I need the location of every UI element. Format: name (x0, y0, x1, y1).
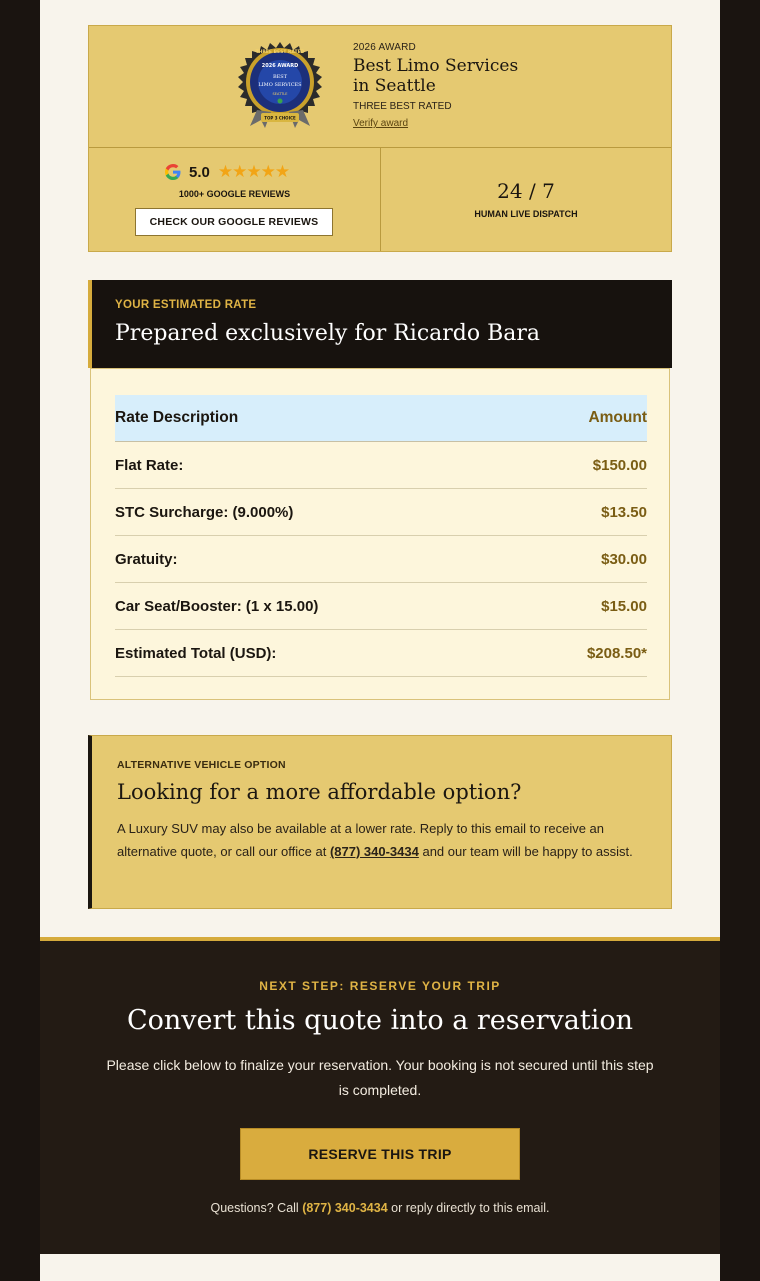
cta-kicker: NEXT STEP: RESERVE YOUR TRIP (259, 979, 501, 993)
cta-foot-before: Questions? Call (210, 1201, 303, 1215)
rate-amount: $30.00 (526, 536, 647, 583)
dispatch-label: HUMAN LIVE DISPATCH (474, 209, 578, 219)
rate-label: Flat Rate: (115, 442, 526, 489)
rate-amount: $15.00 (526, 583, 647, 630)
alternative-text-after: and our team will be happy to assist. (418, 844, 633, 859)
column-header-amount: Amount (526, 395, 647, 442)
award-subtitle: THREE BEST RATED (353, 101, 452, 112)
footer-phone-link[interactable]: (877) 340-3434 (302, 1201, 388, 1215)
cta-foot-after: or reply directly to this email. (387, 1201, 550, 1215)
cta-footer (40, 1201, 720, 1215)
badge-line2: LIMO SERVICES (258, 82, 302, 88)
google-reviews-panel (89, 148, 381, 251)
alternative-text (117, 817, 657, 863)
table-row (115, 442, 647, 489)
rate-amount: $13.50 (526, 489, 647, 536)
google-reviews-label: 1000+ GOOGLE REVIEWS (178, 189, 291, 199)
badge-ribbon: TOP 3 CHOICE (264, 115, 296, 121)
rate-header (88, 280, 672, 368)
dispatch-value: 24 / 7 (497, 179, 555, 203)
table-row (115, 583, 647, 630)
rate-title: Prepared exclusively for Ricardo Bara (115, 321, 541, 346)
award-badge-icon (235, 40, 325, 130)
badge-top-text: THREE BEST RATED (255, 50, 305, 55)
rate-table-header (115, 395, 647, 442)
rate-label: Estimated Total (USD): (115, 630, 526, 677)
google-g-icon (165, 164, 181, 180)
award-top (89, 26, 671, 148)
rate-label: Car Seat/Booster: (1 x 15.00) (115, 583, 526, 630)
dispatch-panel (381, 148, 671, 251)
alternative-option-panel (88, 735, 672, 909)
alternative-title: Looking for a more affordable option? (117, 780, 522, 804)
award-title: Best Limo Services in Seattle (353, 56, 519, 96)
badge-line1: BEST (272, 74, 288, 80)
award-text-block (353, 42, 533, 129)
table-row (115, 536, 647, 583)
table-row (115, 630, 647, 677)
alternative-text-before: A Luxury SUV may also be available at a lower rate. Reply to this email to receive an alternative quote, or call our office at (117, 821, 605, 859)
badge-year-text: 2026 AWARD (261, 63, 299, 69)
rate-label: Gratuity: (115, 536, 526, 583)
award-kicker: 2026 AWARD (353, 42, 416, 53)
rate-label: STC Surcharge: (9.000%) (115, 489, 526, 536)
alternative-kicker: ALTERNATIVE VEHICLE OPTION (117, 759, 286, 771)
rate-amount: $150.00 (526, 442, 647, 489)
google-score: 5.0 (189, 163, 210, 181)
rate-amount: $208.50* (526, 630, 647, 677)
column-header-description: Rate Description (115, 395, 526, 442)
cta-text: Please click below to finalize your reservation. Your booking is not secured until this step is completed. (106, 1057, 654, 1098)
star-rating-icon: ★★★★★ (217, 162, 290, 181)
rate-body (90, 368, 670, 700)
reserve-trip-button[interactable]: RESERVE THIS TRIP (240, 1128, 520, 1180)
rate-table (115, 395, 647, 677)
table-row (115, 489, 647, 536)
google-rating-row (165, 162, 289, 182)
badge-city: SEATTLE (272, 92, 288, 96)
check-google-reviews-button[interactable]: CHECK OUR GOOGLE REVIEWS (135, 208, 333, 236)
verify-award-link[interactable]: Verify award (353, 118, 409, 129)
award-panel (88, 25, 672, 252)
cta-title: Convert this quote into a reservation (126, 1005, 634, 1036)
office-phone-link[interactable]: (877) 340-3434 (329, 844, 419, 859)
reserve-cta-section (40, 937, 720, 1254)
rate-kicker: YOUR ESTIMATED RATE (115, 299, 257, 311)
